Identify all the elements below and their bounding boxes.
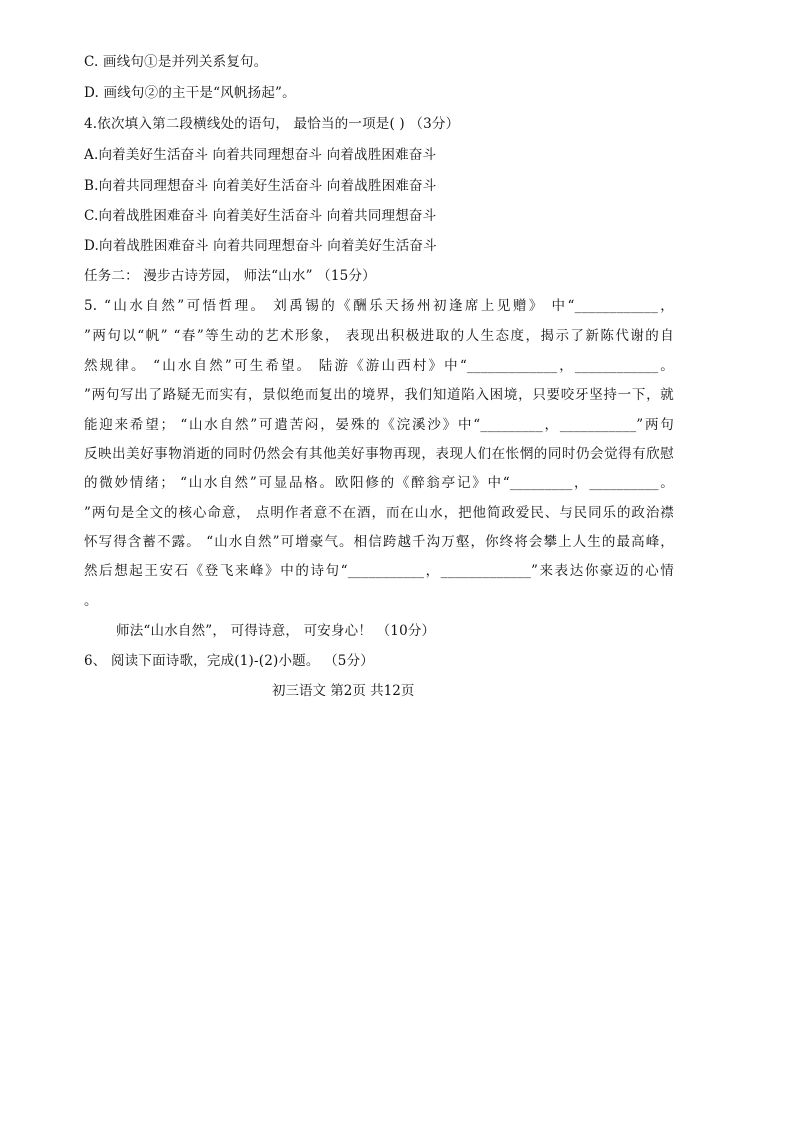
- question-5-line-5: 能迎来希望； “山水自然”可遣苦闷，晏殊的《浣溪沙》中“_________，___________”两句: [84, 417, 674, 433]
- question-5-line-6: 反映出美好事物消逝的同时仍然会有其他美好事物再现，表现人们在怅惘的同时仍会觉得有欣慰: [84, 446, 674, 462]
- task-2-heading: 任务二： 漫步古诗芳园， 师法“山水” （15分）: [84, 268, 376, 284]
- question-5-line-2: ”两句以“帆” “春”等生动的艺术形象， 表现出积极进取的人生态度，揭示了新陈代谢的自: [84, 328, 674, 344]
- option-c-q4: C.向着战胜困难奋斗 向着美好生活奋斗 向着共同理想奋斗: [84, 208, 437, 224]
- option-a-q4: A.向着美好生活奋斗 向着共同理想奋斗 向着战胜困难奋斗: [84, 147, 437, 163]
- option-d-q4: D.向着战胜困难奋斗 向着共同理想奋斗 向着美好生活奋斗: [84, 238, 437, 254]
- question-5-line-1: 5. “山水自然”可悟哲理。 刘禹锡的《酬乐天扬州初逢席上见赠》 中“____________，: [84, 298, 674, 314]
- closing-line: 师法“山水自然”， 可得诗意， 可安身心！ （10分）: [116, 623, 436, 639]
- page-footer: 初三语文 第2页 共12页: [272, 683, 415, 699]
- question-6: 6、 阅读下面诗歌，完成(1)-(2)小题。 （5分）: [84, 653, 374, 669]
- question-5-line-11: 。: [84, 593, 98, 609]
- question-5-line-7: 的微妙情绪； “山水自然”可显品格。欧阳修的《醉翁亭记》中“_________，__________。: [84, 475, 674, 491]
- question-5-line-4: ”两句写出了路疑无而实有，景似绝而复出的境界，我们知道陷入困境，只要咬牙坚持一下，就: [84, 387, 674, 403]
- question-4: 4.依次填入第二段横线处的语句， 最恰当的一项是( ) （3分）: [84, 116, 460, 132]
- question-5-line-10: 然后想起王安石《登飞来峰》中的诗句“___________，_____________”来表达你豪迈的心情: [84, 563, 674, 579]
- question-5-line-3: 然规律。 “山水自然”可生希望。 陆游《游山西村》中“_____________，____________。: [84, 358, 674, 374]
- question-5-line-9: 怀写得含蓄不露。 “山水自然”可增豪气。相信跨越千沟万壑，你终将会攀上人生的最高峰，: [84, 534, 674, 550]
- option-c-q3: C. 画线句①是并列关系复句。: [84, 54, 268, 70]
- option-b-q4: B.向着共同理想奋斗 向着美好生活奋斗 向着战胜困难奋斗: [84, 178, 437, 194]
- question-5-line-8: ”两句是全文的核心命意， 点明作者意不在酒，而在山水，把他简政爱民、与民同乐的政治襟: [84, 505, 674, 521]
- option-d-q3: D. 画线句②的主干是“风帆扬起”。: [84, 85, 296, 101]
